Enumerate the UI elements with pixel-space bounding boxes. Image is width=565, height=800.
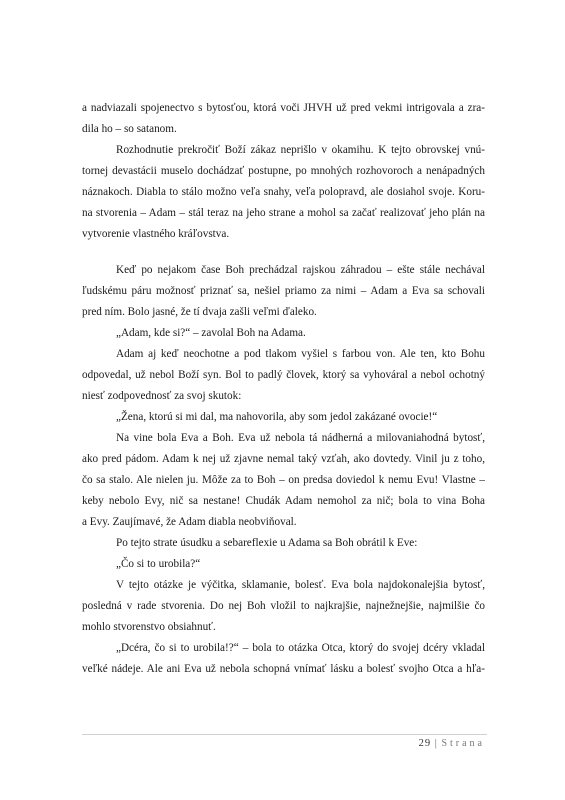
text-line: náznakoch. Diabla to stálo možno veľa snahy, veľa polopravd, ale dosiahol svoje. Koru-: [82, 186, 485, 198]
text-line: odpovedal, už nebol Boží syn. Bol to padlý človek, ktorý sa vyhováral a nebol ochotný: [82, 369, 485, 381]
text-line: ako pred pádom. Adam k nej už zjavne nemal taký vzťah, ako dovtedy. Vinil ju z toho,: [82, 453, 485, 465]
text-line: mohlo stvorenstvo obsiahnuť.: [82, 621, 216, 633]
text-line: Po tejto strate úsudku a sebareflexie u Adama sa Boh obrátil k Eve:: [116, 537, 418, 549]
text-line: keby nebolo Evy, nič sa nestane! Chudák Adam nemohol za nič; bola to vina Boha: [82, 495, 485, 507]
text-line: Adam aj keď neochotne a pod tlakom vyšiel s farbou von. Ale ten, kto Bohu: [116, 348, 485, 360]
text-block-2: [82, 260, 485, 680]
page-footer: [419, 738, 485, 749]
text-line: pred ním. Bolo jasné, že tí dvaja zašli veľmi ďaleko.: [82, 306, 317, 318]
text-line: niesť zodpovednosť za svoj skutok:: [82, 390, 242, 402]
text-line: Na vine bola Eva a Boh. Eva už nebola tá nádherná a milovaniahodná bytosť,: [116, 432, 485, 444]
text-line: „Žena, ktorú si mi dal, ma nahovorila, aby som jedol zakázané ovocie!“: [116, 411, 438, 423]
text-line: veľké nádeje. Ale ani Eva už nebola schopná vnímať lásku a bolesť svojho Otca a hľa-: [82, 663, 485, 675]
text-line: „Dcéra, čo si to urobila!?“ – bola to otázka Otca, ktorý do svojej dcéry vkladal: [116, 642, 485, 654]
text-line: a nadviazali spojenectvo s bytosťou, ktorá voči JHVH už pred vekmi intrigovala a zra-: [82, 102, 485, 114]
text-line: Rozhodnutie prekročiť Boží zákaz neprišlo v okamihu. K tejto obrovskej vnú-: [116, 144, 485, 156]
text-line: Keď po nejakom čase Boh prechádzal rajskou záhradou – ešte stále nechával: [116, 264, 485, 276]
text-line: posledná v rade stvorenia. Do nej Boh vložil to najkrajšie, najnežnejšie, najmilšie čo: [82, 600, 485, 612]
page-label: Strana: [441, 738, 485, 749]
text-line: dila ho – so satanom.: [82, 123, 177, 135]
text-line: V tejto otázke je výčitka, sklamanie, bolesť. Eva bola najdokonalejšia bytosť,: [116, 579, 485, 591]
footer-divider: [82, 734, 487, 735]
text-line: a Evy. Zaujímavé, že Adam diabla neobviňoval.: [82, 516, 297, 528]
text-line: čo sa stalo. Ale nielen ju. Môže za to Boh – on predsa doviedol k nemu Evu! Vlastne –: [82, 474, 485, 486]
page-number: 29: [418, 738, 432, 749]
text-line: vytvorenie vlastného kráľovstva.: [82, 228, 230, 240]
text-block-1: [82, 98, 485, 245]
text-line: na stvorenia – Adam – stál teraz na jeho strane a mohol sa začať realizovať jeho plán na: [82, 207, 485, 219]
footer-separator: |: [434, 738, 438, 749]
text-line: ľudskému páru možnosť priznať sa, nešiel priamo za nimi – Adam a Eva sa schovali: [82, 285, 485, 297]
text-line: „Čo si to urobila?“: [116, 558, 201, 570]
text-line: tornej devastácii muselo dochádzať postupne, po mnohých rozhovoroch a nenápadných: [82, 165, 485, 177]
text-line: „Adam, kde si?“ – zavolal Boh na Adama.: [116, 327, 306, 339]
